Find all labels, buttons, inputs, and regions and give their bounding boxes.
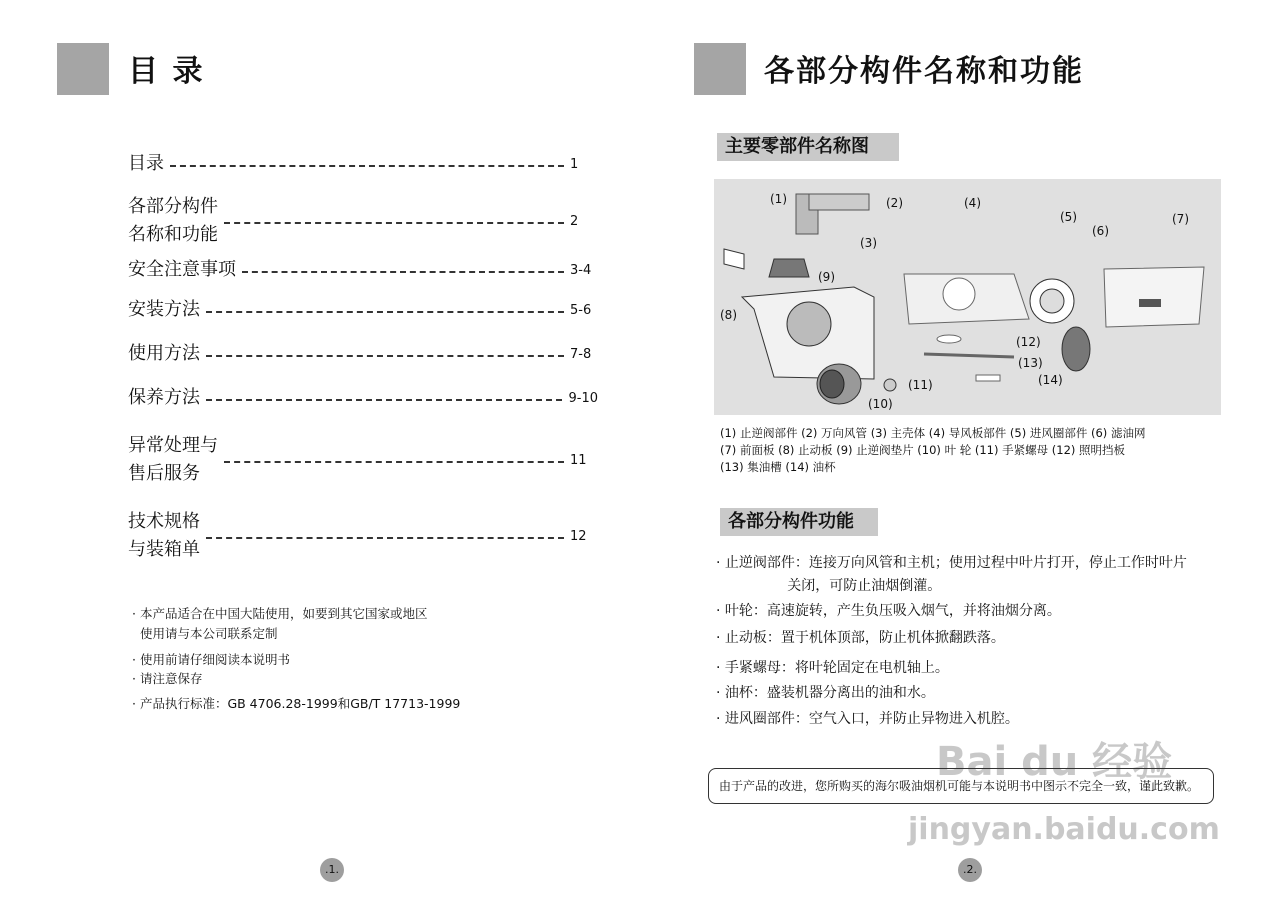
toc-entry[interactable] (128, 384, 598, 412)
right-page-title: 各部分构件名称和功能 (764, 54, 1084, 89)
label-8: (8) (720, 308, 737, 322)
caption-line: (7) 前面板 (8) 止动板 (9) 止逆阀垫片 (10) 叶 轮 (11) 手紧螺母 (12) 照明挡板 (720, 443, 1126, 457)
stop-plate (724, 249, 744, 269)
toc-label (128, 508, 200, 564)
label-6: (6) (1092, 224, 1109, 238)
toc-page-number: 5-6 (570, 302, 592, 318)
light-cover (937, 335, 961, 343)
toc-label-line: 技术规格 (128, 511, 200, 532)
hand-nut (884, 379, 896, 391)
label-3: (3) (860, 236, 877, 250)
toc-label-line: 目录 (128, 153, 164, 174)
flex-duct (809, 194, 869, 210)
toc-label (128, 340, 200, 368)
caption-line: (1) 止逆阀部件 (2) 万向风管 (3) 主壳体 (4) 导风板部件 (5) 进风圈部件 (6) 滤油网 (720, 426, 1146, 440)
label-13: (13) (1018, 356, 1043, 370)
toc-leader (242, 271, 564, 273)
toc-label-line: 保养方法 (128, 387, 200, 408)
toc-entry[interactable] (128, 150, 598, 178)
note-line: · 请注意保存 (132, 671, 203, 686)
toc-page-number: 12 (570, 528, 587, 544)
toc-label-line: 安全注意事项 (128, 259, 236, 280)
label-4: (4) (964, 196, 981, 210)
function-line: · 油杯：盛装机器分离出的油和水。 (716, 685, 935, 701)
front-panel-badge (1139, 299, 1161, 307)
toc-entry[interactable] (128, 256, 598, 284)
watermark-logo: Bai du 经验 (936, 739, 1173, 785)
toc-label-line: 安装方法 (128, 299, 200, 320)
toc-label (128, 256, 236, 284)
right-title-block (694, 43, 746, 95)
left-title-block (57, 43, 109, 95)
left-page-title: 目 录 (128, 54, 205, 89)
function-line: · 手紧螺母：将叶轮固定在电机轴上。 (716, 660, 949, 676)
page-number-left: .1. (320, 858, 344, 882)
label-2: (2) (886, 196, 903, 210)
section-parts-diagram-heading: 主要零部件名称图 (717, 133, 899, 161)
toc-label (128, 296, 200, 324)
function-line: · 止动板：置于机体顶部，防止机体掀翻跌落。 (716, 630, 1005, 646)
toc-label (128, 150, 164, 178)
section-functions-heading: 各部分构件功能 (720, 508, 878, 536)
toc-leader (224, 461, 564, 463)
toc-page-number: 9-10 (568, 390, 598, 406)
parts-diagram (714, 179, 1221, 415)
note-line: · 本产品适合在中国大陆使用，如要到其它国家或地区 (132, 606, 428, 621)
toc-entry[interactable] (128, 432, 598, 488)
toc-leader (224, 222, 564, 224)
label-9: (9) (818, 270, 835, 284)
note-line: · 使用前请仔细阅读本说明书 (132, 652, 290, 667)
housing-motor (787, 302, 831, 346)
toc-label (128, 432, 218, 488)
toc-leader (206, 355, 564, 357)
toc-entry[interactable] (128, 340, 598, 368)
toc-page-number: 7-8 (570, 346, 592, 362)
label-11: (11) (908, 378, 933, 392)
toc-label-line: 与装箱单 (128, 539, 200, 560)
toc-page-number: 11 (570, 452, 587, 468)
air-guide-hole (943, 278, 975, 310)
label-5: (5) (1060, 210, 1077, 224)
notice-box: 由于产品的改进，您所购买的海尔吸油烟机可能与本说明书中图示不完全一致，谨此致歉。 (708, 768, 1214, 804)
check-valve (769, 259, 809, 277)
toc-label-line: 各部分构件 (128, 196, 218, 217)
front-panel (1104, 267, 1204, 327)
toc-entry[interactable] (128, 296, 598, 324)
oil-cup (976, 375, 1000, 381)
label-7: (7) (1172, 212, 1189, 226)
function-line: · 止逆阀部件：连接万向风管和主机；使用过程中叶片打开，停止工作时叶片 (716, 555, 1187, 571)
toc-leader (206, 311, 564, 313)
oil-filter (1062, 327, 1090, 371)
label-12: (12) (1016, 335, 1041, 349)
toc-page-number: 2 (570, 213, 579, 229)
caption-line: (13) 集油槽 (14) 油杯 (720, 460, 836, 474)
page-number-right: .2. (958, 858, 982, 882)
parts-illustration (714, 179, 1221, 415)
toc-leader (170, 165, 564, 167)
toc-label (128, 384, 200, 412)
label-1: (1) (770, 192, 787, 206)
function-line: · 叶轮：高速旋转，产生负压吸入烟气，并将油烟分离。 (716, 603, 1061, 619)
oil-groove (924, 354, 1014, 357)
watermark-url: jingyan.baidu.com (908, 812, 1220, 847)
inlet-ring-center (1040, 289, 1064, 313)
toc-label (128, 193, 218, 249)
toc-label-line: 使用方法 (128, 343, 200, 364)
toc-page-number: 3-4 (570, 262, 592, 278)
note-line: · 产品执行标准：GB 4706.28-1999和GB/T 17713-1999 (132, 696, 461, 711)
toc-leader (206, 399, 562, 401)
toc-leader (206, 537, 564, 539)
toc-entry[interactable] (128, 508, 598, 564)
toc-label-line: 售后服务 (128, 463, 200, 484)
function-line: 关闭，可防止油烟倒灌。 (716, 578, 942, 594)
toc-entry[interactable] (128, 193, 598, 249)
toc-label-line: 名称和功能 (128, 224, 218, 245)
toc-label-line: 异常处理与 (128, 435, 218, 456)
function-line: · 进风圈部件：空气入口，并防止异物进入机腔。 (716, 711, 1019, 727)
note-line: 使用请与本公司联系定制 (132, 626, 278, 641)
toc-page-number: 1 (570, 156, 579, 172)
label-10: (10) (868, 397, 893, 411)
impeller-hub (820, 370, 844, 398)
label-14: (14) (1038, 373, 1063, 387)
